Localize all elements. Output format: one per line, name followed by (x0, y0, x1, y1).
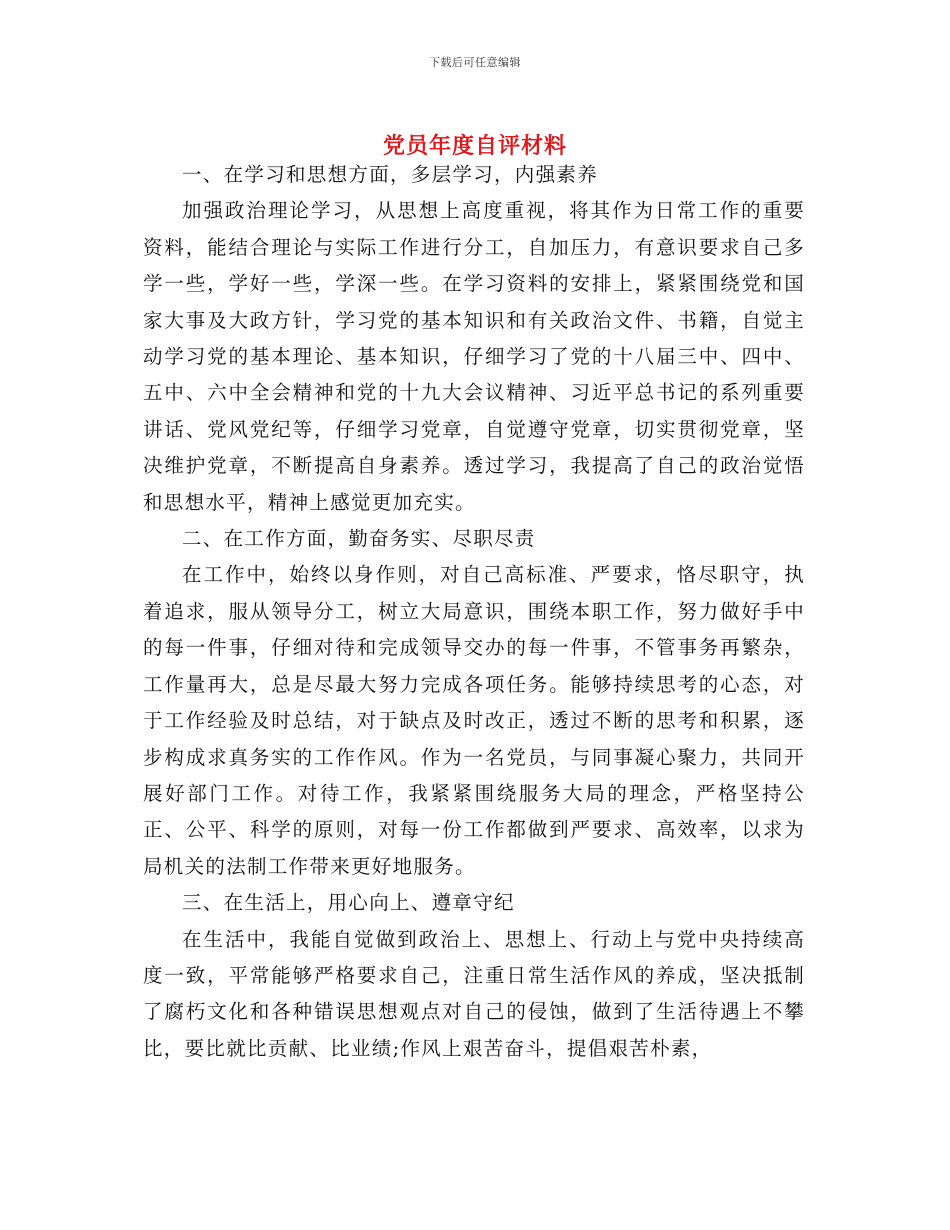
section-paragraph-1: 加强政治理论学习，从思想上高度重视，将其作为日常工作的重要资料，能结合理论与实际工作进行分工，自加压力，有意识要求自己多学一些，学好一些，学深一些。在学习资料的安排上，紧紧围绕党和国家大事及大政方针，学习党的基本知识和有关政治文件、书籍，自觉主动学习党的基本理论、基本知识，仔细学习了党的十八届三中、四中、五中、六中全会精神和党的十九大会议精神、习近平总书记的系列重要讲话、党风党纪等，仔细学习党章，自觉遵守党章，切实贯彻党章，坚决维护党章，不断提高自身素养。透过学习，我提高了自己的政治觉悟和思想水平，精神上感觉更加充实。 (143, 199, 805, 514)
section-heading-1: 一、在学习和思想方面，多层学习，内强素养 (182, 163, 599, 186)
section-heading-3: 三、在生活上，用心向上、遵章守纪 (182, 891, 515, 915)
document-title: 党员年度自评材料 (382, 132, 567, 159)
section-paragraph-2: 在工作中，始终以身作则，对自己高标准、严要求，恪尽职守，执着追求，服从领导分工，树立大局意识，围绕本职工作，努力做好手中的每一件事，仔细对待和完成领导交办的每一件事，不管事务再繁杂，工作量再大，总是尽最大努力完成各项任务。能够持续思考的心态，对于工作经验及时总结，对于缺点及时改正，透过不断的思考和积累，逐步构成求真务实的工作作风。作为一名党员，与同事凝心聚力，共同开展好部门工作。对待工作，我紧紧围绕服务大局的理念，严格坚持公正、公平、科学的原则，对每一份工作都做到严要求、高效率，以求为局机关的法制工作带来更好地服务。 (143, 563, 805, 878)
section-heading-2: 二、在工作方面，勤奋务实、尽职尽责 (182, 527, 536, 551)
header-note: 下载后可任意编辑 (429, 56, 521, 69)
section-paragraph-3: 在生活中，我能自觉做到政治上、思想上、行动上与党中央持续高度一致，平常能够严格要求自己，注重日常生活作风的养成，坚决抵制了腐朽文化和各种错误思想观点对自己的侵蚀，做到了生活待遇上不攀比，要比就比贡献、比业绩;作风上艰苦奋斗，提倡艰苦朴素， (143, 927, 805, 1060)
document-body (143, 157, 805, 1067)
